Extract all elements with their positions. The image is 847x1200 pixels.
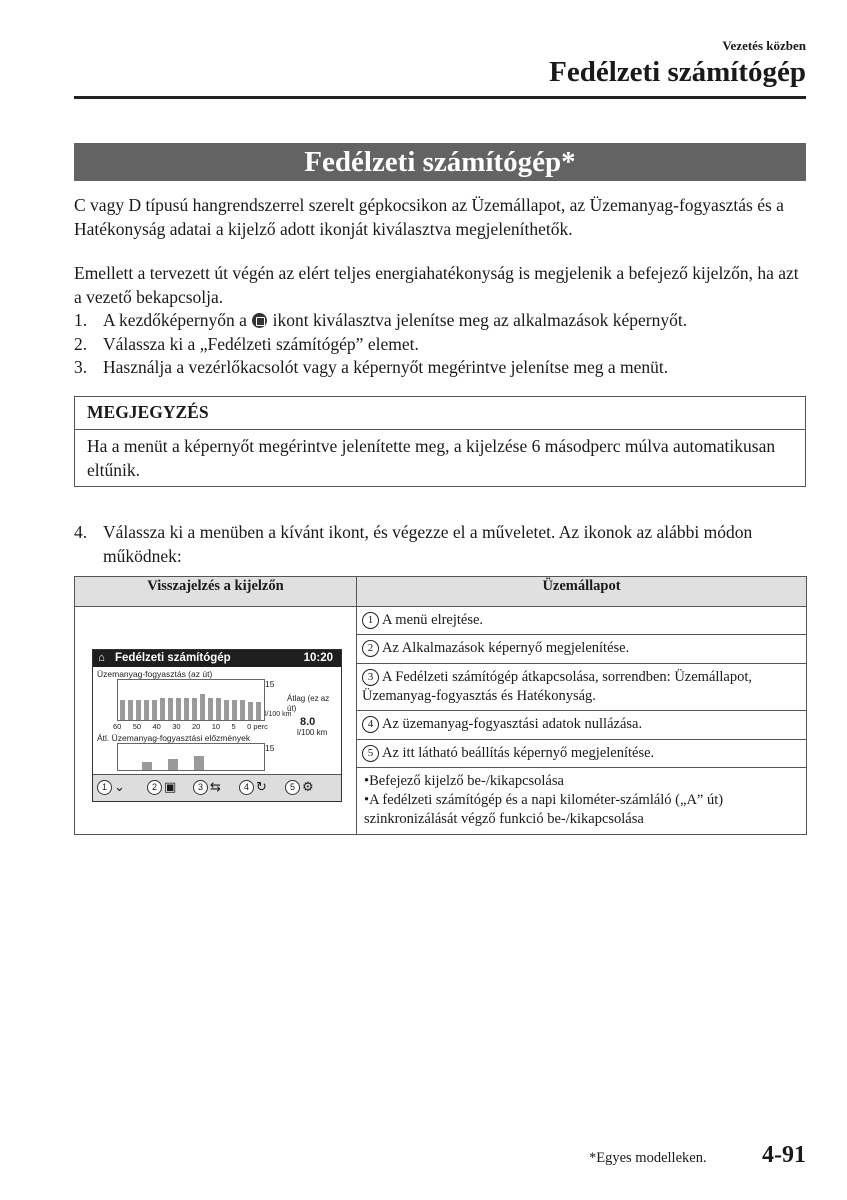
step-item xyxy=(74,309,809,333)
step-item xyxy=(74,356,809,380)
applications-icon xyxy=(252,313,267,328)
intro-paragraph-2: Emellett a tervezett út végén az elért teljes energiahatékonyság is megjelenik a befejező kijelzőn, ha azt a vezető bekapcsolja. xyxy=(74,263,799,307)
screen-menu-bar xyxy=(93,774,341,801)
operations-table xyxy=(74,576,807,835)
table-row: 5 Az itt látható beállítás képernyő megjelenítése. xyxy=(357,739,807,767)
section-header: Vezetés közben xyxy=(722,38,806,53)
y-tick-15: 15 xyxy=(265,679,275,689)
screen-title: Fedélzeti számítógép xyxy=(115,652,231,664)
table-row: 3 A Fedélzeti számítógép átkapcsolása, sorrendben: Üzemállapot, Üzemanyag-fogyasztás és Hatékonyság. xyxy=(357,663,807,711)
settings-button[interactable]: 5 ⚙ xyxy=(285,779,314,797)
table-row: 2 Az Alkalmazások képernyő megjelenítése. xyxy=(357,635,807,663)
screen-title-bar xyxy=(93,650,341,667)
step-text: Válassza ki a menüben a kívánt ikont, és végezze el a műveletet. Az ikonok az alábbi módon működnek: xyxy=(103,522,753,566)
table-header-operation: Üzemállapot xyxy=(357,577,807,607)
page-number: 4-91 xyxy=(762,1142,806,1168)
applications-icon: ▣ xyxy=(164,779,177,794)
chart1-label: Üzemanyag-fogyasztás (az út) xyxy=(97,669,213,679)
step-item xyxy=(74,333,809,357)
chart2-label: Átl. Üzemanyag-fogyasztási előzmények xyxy=(97,733,251,743)
table-row: 1 A menü elrejtése. xyxy=(357,607,807,635)
step-number: 3. xyxy=(74,357,88,377)
step-text: A kezdőképernyőn a ikont kiválasztva jelenítse meg az alkalmazások képernyőt. xyxy=(103,310,688,330)
fuel-consumption-chart xyxy=(117,679,265,721)
x-axis-ticks: 60 50 40 30 20 10 5 0 perc xyxy=(113,722,268,731)
note-text: Ha a menüt a képernyőt megérintve jelenítette meg, a kijelzése 6 másodperc múlva automatikusan eltűnik. xyxy=(87,436,776,480)
footnote: *Egyes modelleken. xyxy=(589,1150,707,1166)
reset-icon: ↻ xyxy=(256,779,267,794)
trip-computer-screen xyxy=(92,649,342,802)
intro-paragraph-1: C vagy D típusú hangrendszerrel szerelt gépkocsikon az Üzemállapot, az Üzemanyag-fogyasztás és a Hatékonyság adatai a kijelző adott ikonját kiválasztva megjeleníthetők. xyxy=(74,195,784,239)
average-value: 8.0 xyxy=(300,716,316,728)
y-tick-15-history: 15 xyxy=(265,743,275,753)
table-row: 4 Az üzemanyag-fogyasztási adatok nullázása. xyxy=(357,711,807,739)
step-text: Válassza ki a „Fedélzeti számítógép” elemet. xyxy=(103,333,419,354)
chevron-down-icon: ⌄ xyxy=(114,779,125,794)
note-heading: MEGJEGYZÉS xyxy=(75,397,805,430)
hide-menu-button[interactable]: 1 ⌄ xyxy=(97,779,125,797)
page-header-title: Fedélzeti számítógép xyxy=(549,56,806,88)
table-header-display: Visszajelzés a kijelzőn xyxy=(75,577,357,607)
screen-clock: 10:20 xyxy=(303,652,333,664)
chapter-banner: Fedélzeti számítógép* xyxy=(74,143,806,181)
gear-icon: ⚙ xyxy=(302,779,314,794)
steps-list xyxy=(74,309,809,380)
history-chart xyxy=(117,743,265,771)
step-item xyxy=(74,521,809,568)
step-number: 4. xyxy=(74,522,88,542)
switch-screen-button[interactable]: 3 ⇆ xyxy=(193,779,221,797)
step-number: 1. xyxy=(74,310,88,330)
switch-screen-icon: ⇆ xyxy=(210,779,221,794)
average-unit: l/100 km xyxy=(297,728,328,737)
list-item: •Befejező kijelző be-/kikapcsolása xyxy=(364,773,564,790)
home-icon: ⌂ xyxy=(98,652,105,664)
reset-button[interactable]: 4 ↻ xyxy=(239,779,267,797)
list-item: •A fedélzeti számítógép és a napi kilométer-számláló („A” út) szinkronizálását végző funkció be-/kikapcsolása xyxy=(364,792,724,828)
note-box xyxy=(74,396,806,487)
display-illustration-cell xyxy=(75,607,357,835)
header-rule xyxy=(74,96,806,99)
unit-label: l/100 km xyxy=(265,711,292,718)
step-text: Használja a vezérlőkacsolót vagy a képernyőt megérintve jelenítse meg a menüt. xyxy=(103,357,669,377)
table-row xyxy=(357,768,807,835)
applications-button[interactable]: 2 ▣ xyxy=(147,779,176,797)
average-label: Átlag (ez az út) xyxy=(287,694,330,713)
step-number: 2. xyxy=(74,333,88,354)
